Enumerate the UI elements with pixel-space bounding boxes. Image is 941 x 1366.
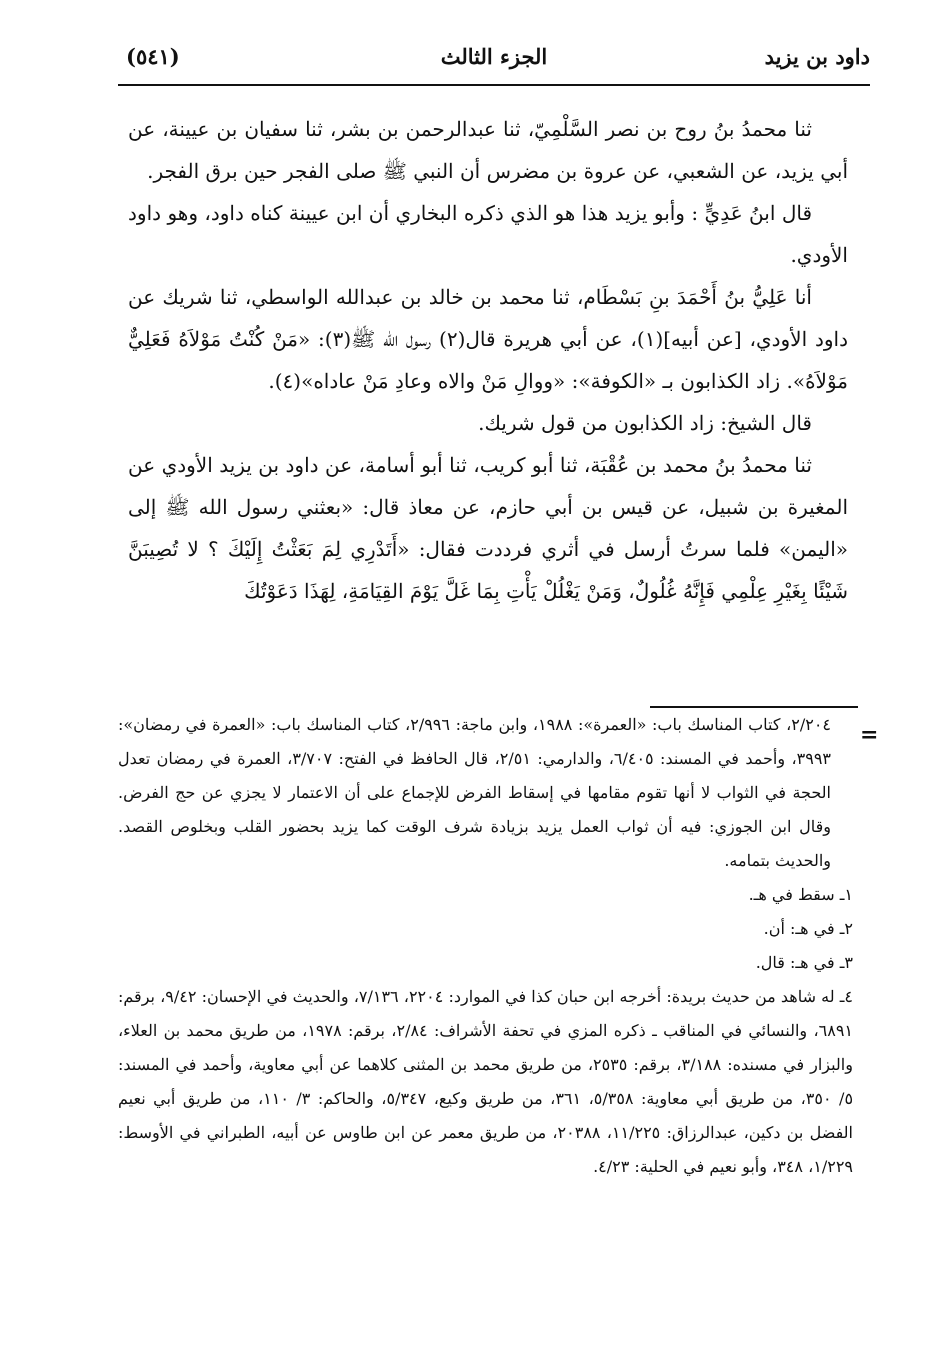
- running-head-title: داود بن يزيد: [764, 44, 870, 69]
- footnotes: [118, 708, 853, 1184]
- paragraph-ibn-adi: قال ابنُ عَدِيٍّ : وأبو يزيد هذا هو الذي ذكره البخاري أن ابن عيينة كناه داود، وهو داود الأودي.: [128, 201, 848, 267]
- footnote-4: ٤ـ له شاهد من حديث بريدة: أخرجه ابن حبان كذا في الموارد: ٢٢٠٤، ٧/١٣٦، والحديث في الإحسان: ٩/٤٢، برقم: ٦٨٩١، والنسائي في المناقب ـ ذكره المزي في تحفة الأشراف: ٢/٨٤، برقم: ١٩٧٨، من طريق محمد بن العلاء، والبزار في مسنده: ٣/١٨٨، برقم: ٢٥٣٥، من طريق محمد بن المثنى كلاهما عن أبي معاوية، وأحمد في المسند: ٥/ ٣٥٠، من طريق أبي معاوية: ٥/٣٥٨، ٣٦١، من طريق وكيع، ٥/٣٤٧، والحاكم: ٣/ ١١٠، من طريق أبي نعيم الفضل بن دكين، عبدالرزاق: ١١/٢٢٥، ٢٠٣٨٨، من طريق معمر عن ابن طاوس عن أبيه، الطبراني في الأوسط: ١/٢٢٩، ٣٤٨، وأبو نعيم في الحلية: ٤/٢٣.: [118, 987, 854, 1176]
- running-head: [118, 40, 870, 86]
- paragraph-isnad-3: ثنا محمدُ بنُ محمد بن عُقْبَة، ثنا أبو كريب، ثنا أبو أسامة، عن داود بن يزيد الأودي عن المغيرة بن شبيل، عن قيس بن أبي حازم، عن معاذ قال: «بعثني رسول الله ﷺ إلى «اليمن» فلما سرتُ أرسل في أثري فرددت فقال: «أَتَدْرِي لِمَ بَعَثْتُ إِلَيْكَ ؟ لا تُصِيبَنَّ شَيْئًا بِغَيْرِ عِلْمِي فَإِنَّهُ غُلُولٌ، وَمَنْ يَغْلُلْ يَأْتِ بِمَا غَلَّ يَوْمَ القِيَامَةِ، لِهَذَا دَعَوْتُكَ: [128, 453, 848, 603]
- paragraph-isnad-2: أنا عَلِيُّ بنُ أَحْمَدَ بنِ بَسْطَام، ثنا محمد بن خالد بن عبدالله الواسطي، ثنا شريك عن داود الأودي، [عن أبيه](١)، عن أبي هريرة قال(٢) رسول الله ﷺ(٣): «مَنْ كُنْتُ مَوْلاَهُ فَعَلِيٌّ مَوْلاَهُ». زاد الكذابون بـ «الكوفة»: «ووالِ مَنْ والاه وعادِ مَنْ عاداه»(٤).: [128, 285, 848, 393]
- paragraph-isnad-1: ثنا محمدُ بنُ روح بن نصر السَّلْمِيّ، ثنا عبدالرحمن بن بشر، ثنا سفيان بن عيينة، عن أبي يزيد، عن الشعبي، عن عروة بن مضرس أن النبي ﷺ صلى الفجر حين برق الفجر.: [128, 117, 848, 183]
- header-rule: [118, 84, 870, 86]
- footnote-2: ٢ـ في هـ: أن.: [763, 919, 853, 938]
- paragraph-sheikh: قال الشيخ: زاد الكذابون من قول شريك.: [478, 411, 812, 435]
- footnote-continued: ٢/٢٠٤، كتاب المناسك باب: «العمرة»: ١٩٨٨، وابن ماجة: ٢/٩٩٦، كتاب المناسك باب: «العمرة في رمضان»: ٣٩٩٣، وأحمد في المسند: ٦/٤٠٥، والدارمي: ٢/٥١، قال الحافظ في الفتح: ٣/٧٠٧، العمرة في رمضان تعدل الحجة في الثواب لا أنها تقوم مقامها في إسقاط الفرض للإجماع على أن الاعتمار لا يجزي عن حج الفرض. وقال ابن الجوزي: فيه أن ثواب العمل يزيد بزيادة شرف الوقت كما يزيد بحضور القلب وبخلوص القصد. والحديث بتمامه.: [118, 715, 832, 870]
- main-text: [128, 108, 848, 612]
- footnote-1: ١ـ سقط في هـ.: [748, 885, 853, 904]
- continuation-mark: =: [860, 722, 879, 748]
- footnote-3: ٣ـ في هـ: قال.: [755, 953, 853, 972]
- running-head-volume: الجزء الثالث: [440, 44, 548, 69]
- page-number: (٥٤١): [126, 44, 180, 69]
